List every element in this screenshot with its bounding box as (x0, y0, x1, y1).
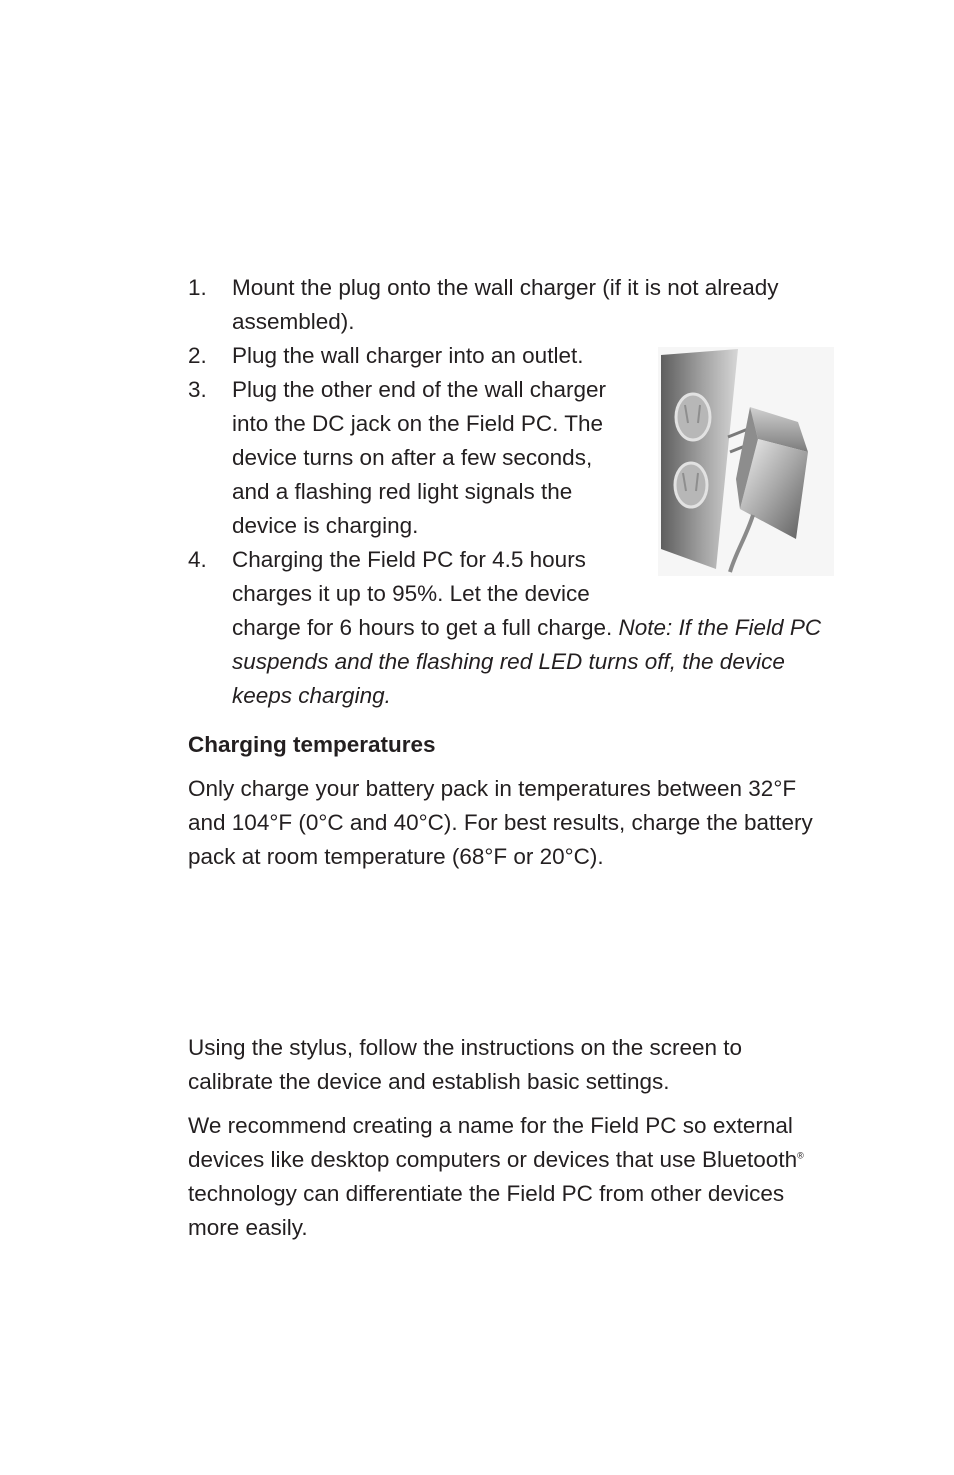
step-number: 1. (188, 275, 207, 300)
step-text-line: charge for 6 hours to get a full charge. (232, 615, 619, 640)
step-number: 4. (188, 547, 207, 572)
step-text: Plug the wall charger into an outlet. (232, 343, 584, 368)
registered-mark: ® (797, 1150, 804, 1161)
step-text: Plug the other end of the wall charger into the DC jack on the Field PC. The device turns on after a few seconds, and a flashing red light signals the device is charging. (232, 377, 606, 538)
step-text-line: Charging the Field PC for 4.5 hours (232, 547, 586, 572)
charging-temperatures-heading: Charging temperatures (188, 732, 436, 757)
step-text: Mount the plug onto the wall charger (if it is not already assembled). (232, 275, 779, 334)
device-name-text: We recommend creating a name for the Field PC so external devices like desktop computers or devices that use Bluetooth (188, 1113, 798, 1172)
step-note: Note: If the Field PC suspends and the flashing red LED turns off, the device keeps charging. (232, 615, 822, 708)
charging-temperatures-paragraph: Only charge your battery pack in temperatures between 32°F and 104°F (0°C and 40°C). For best results, charge the battery pack at room temperature (68°F or 20°C). (188, 776, 813, 869)
device-name-text: technology can differentiate the Field PC from other devices more easily. (188, 1181, 785, 1240)
wall-charger-outlet-illustration (658, 347, 834, 576)
device-name-paragraph (188, 1109, 838, 1245)
step-number: 2. (188, 343, 207, 368)
stylus-setup-paragraph: Using the stylus, follow the instructions on the screen to calibrate the device and establish basic settings. (188, 1035, 743, 1094)
step-number: 3. (188, 377, 207, 402)
list-item (188, 271, 838, 339)
step-text-line: charges it up to 95%. Let the device (232, 581, 590, 606)
